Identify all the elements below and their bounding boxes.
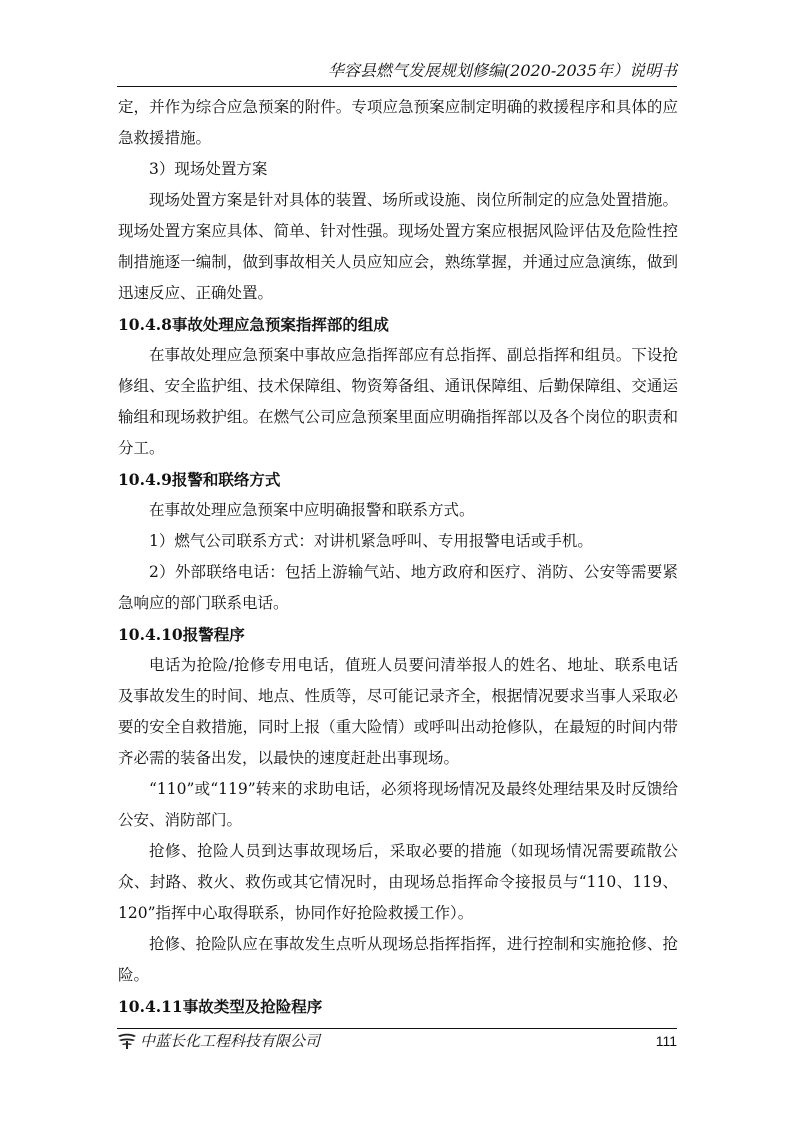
list-item-1-contact: 1）燃气公司联系方式：对讲机紧急呼叫、专用报警电话或手机。 [149, 532, 593, 550]
section-heading-10-4-11: 10.4.11事故类型及抢险程序 [118, 997, 323, 1016]
paragraph-alarm-contact: 在事故处理应急预案中应明确报警和联系方式。 [149, 501, 475, 519]
paragraph-onsite-plan: 现场处置方案是针对具体的装置、场所或设施、岗位所制定的应急处置措施。现场处置方案应具体、简单、针对性强。现场处置方案应根据风险评估及危险性控制措施逐一编制，做到事故相关人员应知应会，熟练掌握，并通过应急演练，做到迅速反应、正确处置。 [118, 191, 678, 302]
section-heading-10-4-9: 10.4.9报警和联络方式 [118, 470, 281, 489]
paragraph-110-119: “110”或“119”转来的求助电话，必须将现场情况及最终处理结果及时反馈给公安、消防部门。 [118, 780, 678, 829]
list-item-2-external-contact: 2）外部联络电话：包括上游输气站、地方政府和医疗、消防、公安等需要紧急响应的部门联系电话。 [118, 563, 678, 612]
company-logo-icon [117, 1032, 137, 1050]
paragraph-rescue-command: 抢修、抢险队应在事故发生点听从现场总指挥指挥，进行控制和实施抢修、抢险。 [118, 935, 678, 984]
paragraph-alarm-procedure: 电话为抢险/抢修专用电话，值班人员要问清举报人的姓名、地址、联系电话及事故发生的时间、地点、性质等，尽可能记录齐全，根据情况要求当事人采取必要的安全自救措施，同时上报（重大险情）或呼叫出动抢修队，在最短的时间内带齐必需的装备出发，以最快的速度赶赴出事现场。 [118, 656, 678, 767]
header-divider [117, 86, 677, 87]
footer-company-name: 中蓝长化工程科技有限公司 [140, 1032, 321, 1050]
paragraph-command-composition: 在事故处理应急预案中事故应急指挥部应有总指挥、副总指挥和组员。下设抢修组、安全监护组、技术保障组、物资筹备组、通讯保障组、后勤保障组、交通运输组和现场救护组。在燃气公司应急预案里面应明确指挥部以及各个岗位的职责和分工。 [118, 346, 678, 457]
list-item-3-title: 3）现场处置方案 [149, 160, 268, 178]
footer-divider [117, 1028, 677, 1029]
paragraph-arrival-measures: 抢修、抢险人员到达事故现场后，采取必要的措施（如现场情况需要疏散公众、封路、救火、救伤或其它情况时，由现场总指挥命令接报员与“110、119、120”指挥中心取得联系，协同作好抢险救援工作）。 [118, 842, 678, 922]
page-number: 111 [655, 1033, 677, 1049]
section-heading-10-4-10: 10.4.10报警程序 [118, 625, 245, 644]
paragraph-1: 定，并作为综合应急预案的附件。专项应急预案应制定明确的救援程序和具体的应急救援措施。 [118, 98, 678, 147]
document-body [118, 92, 678, 1022]
page-header-title: 华容县燃气发展规划修编(2020-2035年）说明书 [327, 61, 677, 80]
section-heading-10-4-8: 10.4.8事故处理应急预案指挥部的组成 [118, 315, 389, 334]
